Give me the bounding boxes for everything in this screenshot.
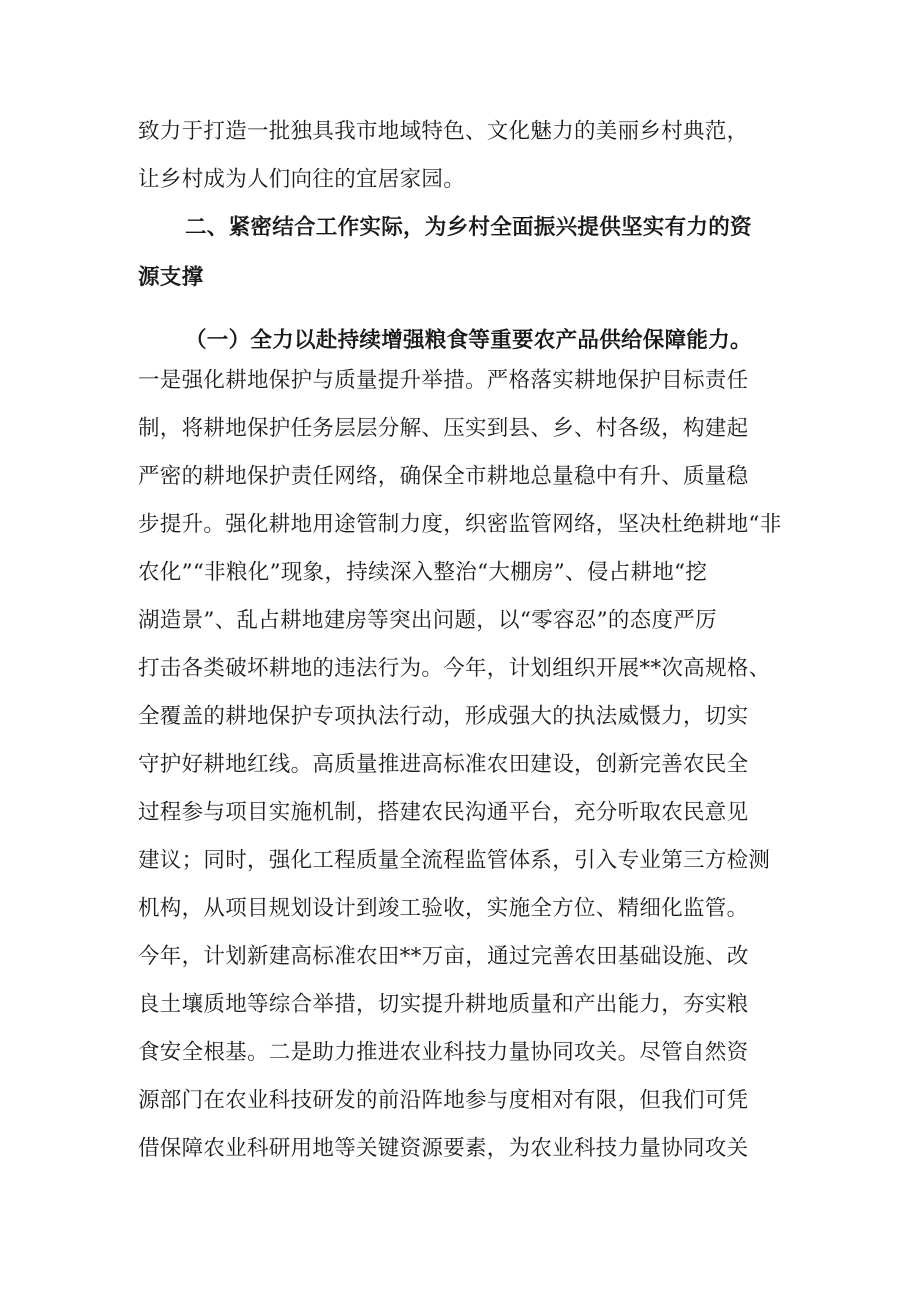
- section-heading-continued: 源支撑: [138, 265, 204, 290]
- body-text-line: 过程参与项目实施机制，搭建农民沟通平台，充分听取农民意见: [138, 800, 749, 825]
- body-text-line: 良土壤质地等综合举措，切实提升耕地质量和产出能力，夯实粮: [138, 992, 749, 1017]
- body-text-line: 守护好耕地红线。高质量推进高标准农田建设，创新完善农民全: [138, 752, 749, 777]
- body-text-line: 源部门在农业科技研发的前沿阵地参与度相对有限，但我们可凭: [138, 1088, 749, 1113]
- body-text-line: 打击各类破坏耕地的违法行为。今年，计划组织开展**次高规格、: [138, 656, 771, 681]
- body-text-line: 机构，从项目规划设计到竣工验收，实施全方位、精细化监管。: [138, 896, 749, 921]
- subsection-heading: （一）全力以赴持续增强粮食等重要农产品供给保障能力。: [185, 328, 752, 353]
- body-text-line: 全覆盖的耕地保护专项执法行动，形成强大的执法威慑力，切实: [138, 704, 749, 729]
- body-text-line: 食安全根基。二是助力推进农业科技力量协同攻关。尽管自然资: [138, 1040, 749, 1065]
- body-text-line: 今年，计划新建高标准农田**万亩，通过完善农田基础设施、改: [138, 944, 749, 969]
- body-text-line: 农化”“非粮化”现象，持续深入整治“大棚房”、侵占耕地“挖: [138, 560, 708, 585]
- body-text-line: 一是强化耕地保护与质量提升举措。严格落实耕地保护目标责任: [138, 368, 749, 393]
- body-text-line: 建议；同时，强化工程质量全流程监管体系，引入专业第三方检测: [138, 848, 771, 873]
- body-text-line: 致力于打造一批独具我市地域特色、文化魅力的美丽乡村典范，: [138, 119, 749, 144]
- body-text-line: 让乡村成为人们向往的宜居家园。: [138, 167, 466, 192]
- body-text-line: 制，将耕地保护任务层层分解、压实到县、乡、村各级，构建起: [138, 416, 749, 441]
- body-text-line: 步提升。强化耕地用途管制力度，织密监管网络，坚决杜绝耕地“非: [138, 512, 782, 537]
- body-text-line: 严密的耕地保护责任网络，确保全市耕地总量稳中有升、质量稳: [138, 464, 749, 489]
- section-heading: 二、紧密结合工作实际，为乡村全面振兴提供坚实有力的资: [185, 215, 752, 240]
- body-text-line: 借保障农业科研用地等关键资源要素，为农业科技力量协同攻关: [138, 1136, 749, 1161]
- body-text-line: 湖造景”、乱占耕地建房等突出问题，以“零容忍”的态度严厉: [138, 608, 717, 633]
